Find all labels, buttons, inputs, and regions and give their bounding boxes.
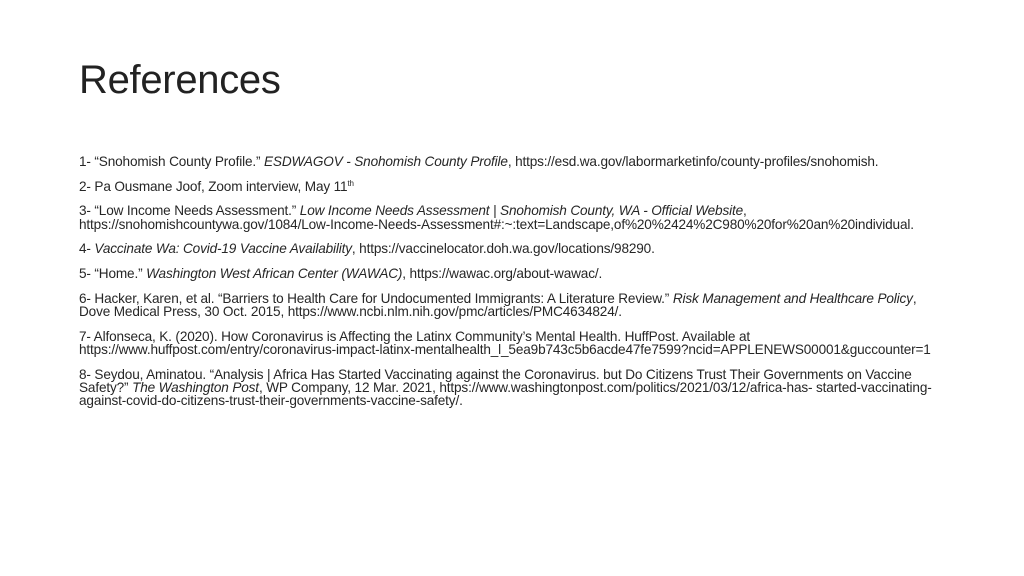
- reference-source-title: Washington West African Center (WAWAC): [146, 266, 403, 282]
- reference-item-2: [79, 180, 951, 193]
- reference-item-1: [79, 155, 951, 168]
- reference-suffix: , https://esd.wa.gov/labormarketinfo/county-profiles/snohomish.: [507, 154, 879, 169]
- reference-suffix: , https://snohomishcountywa.gov/1084/Low-Income-Needs-Assessment#:~:text=Landscape,of%20%2424%2C980%20for%20an%20individual.: [79, 203, 914, 232]
- reference-prefix: 8- Seydou, Aminatou. “Analysis | Africa Has Started Vaccinating against the Coronavirus. but Do Citizens Trust Their Governments on Vaccine Safety?”: [79, 366, 912, 395]
- reference-text: 7- Alfonseca, K. (2020). How Coronavirus is Affecting the Latinx Community’s Mental Health. HuffPost. Available at https://www.huffpost.com/entry/coronavirus-impact-latinx-mentalhealth_l_5ea9b743c5b6acde47fe7599?ncid=APPLENEWS00001&guccounter=1: [79, 328, 931, 357]
- reference-prefix: 3- “Low Income Needs Assessment.”: [79, 203, 300, 219]
- reference-item-4: [79, 242, 951, 255]
- reference-source-title: Vaccinate Wa: Covid-19 Vaccine Availability: [94, 241, 352, 257]
- reference-suffix: , https://wawac.org/about-wawac/.: [402, 266, 603, 282]
- reference-suffix: , https://vaccinelocator.doh.wa.gov/locations/98290.: [351, 241, 655, 257]
- reference-source-title: ESDWAGOV - Snohomish County Profile: [264, 154, 508, 169]
- reference-source-title: The Washington Post: [132, 379, 259, 395]
- reference-item-5: [79, 267, 951, 280]
- reference-prefix: 6- Hacker, Karen, et al. “Barriers to Health Care for Undocumented Immigrants: A Literature Review.”: [79, 290, 673, 306]
- reference-source-title: Risk Management and Healthcare Policy: [672, 290, 913, 306]
- reference-suffix: , Dove Medical Press, 30 Oct. 2015, https://www.ncbi.nlm.nih.gov/pmc/articles/PMC4634824/.: [79, 290, 917, 319]
- reference-item-8: [79, 368, 951, 408]
- reference-prefix: 1- “Snohomish County Profile.”: [79, 154, 264, 169]
- page-title: References: [79, 58, 281, 102]
- reference-suffix: , WP Company, 12 Mar. 2021, https://www.washingtonpost.com/politics/2021/03/12/africa-has- started-vaccinating-against-covid-do-citizens-trust-their-governments-vaccine-safety/.: [79, 379, 932, 408]
- reference-prefix: 4-: [79, 241, 95, 257]
- reference-item-6: [79, 292, 951, 318]
- reference-item-7: [79, 330, 951, 356]
- reference-source-title: Low Income Needs Assessment | Snohomish County, WA - Official Website: [299, 203, 744, 219]
- reference-superscript: th: [347, 178, 354, 188]
- references-list: [79, 155, 951, 419]
- reference-prefix: 5- “Home.”: [79, 266, 147, 282]
- reference-item-3: [79, 204, 951, 230]
- reference-text: 2- Pa Ousmane Joof, Zoom interview, May 11: [79, 178, 348, 194]
